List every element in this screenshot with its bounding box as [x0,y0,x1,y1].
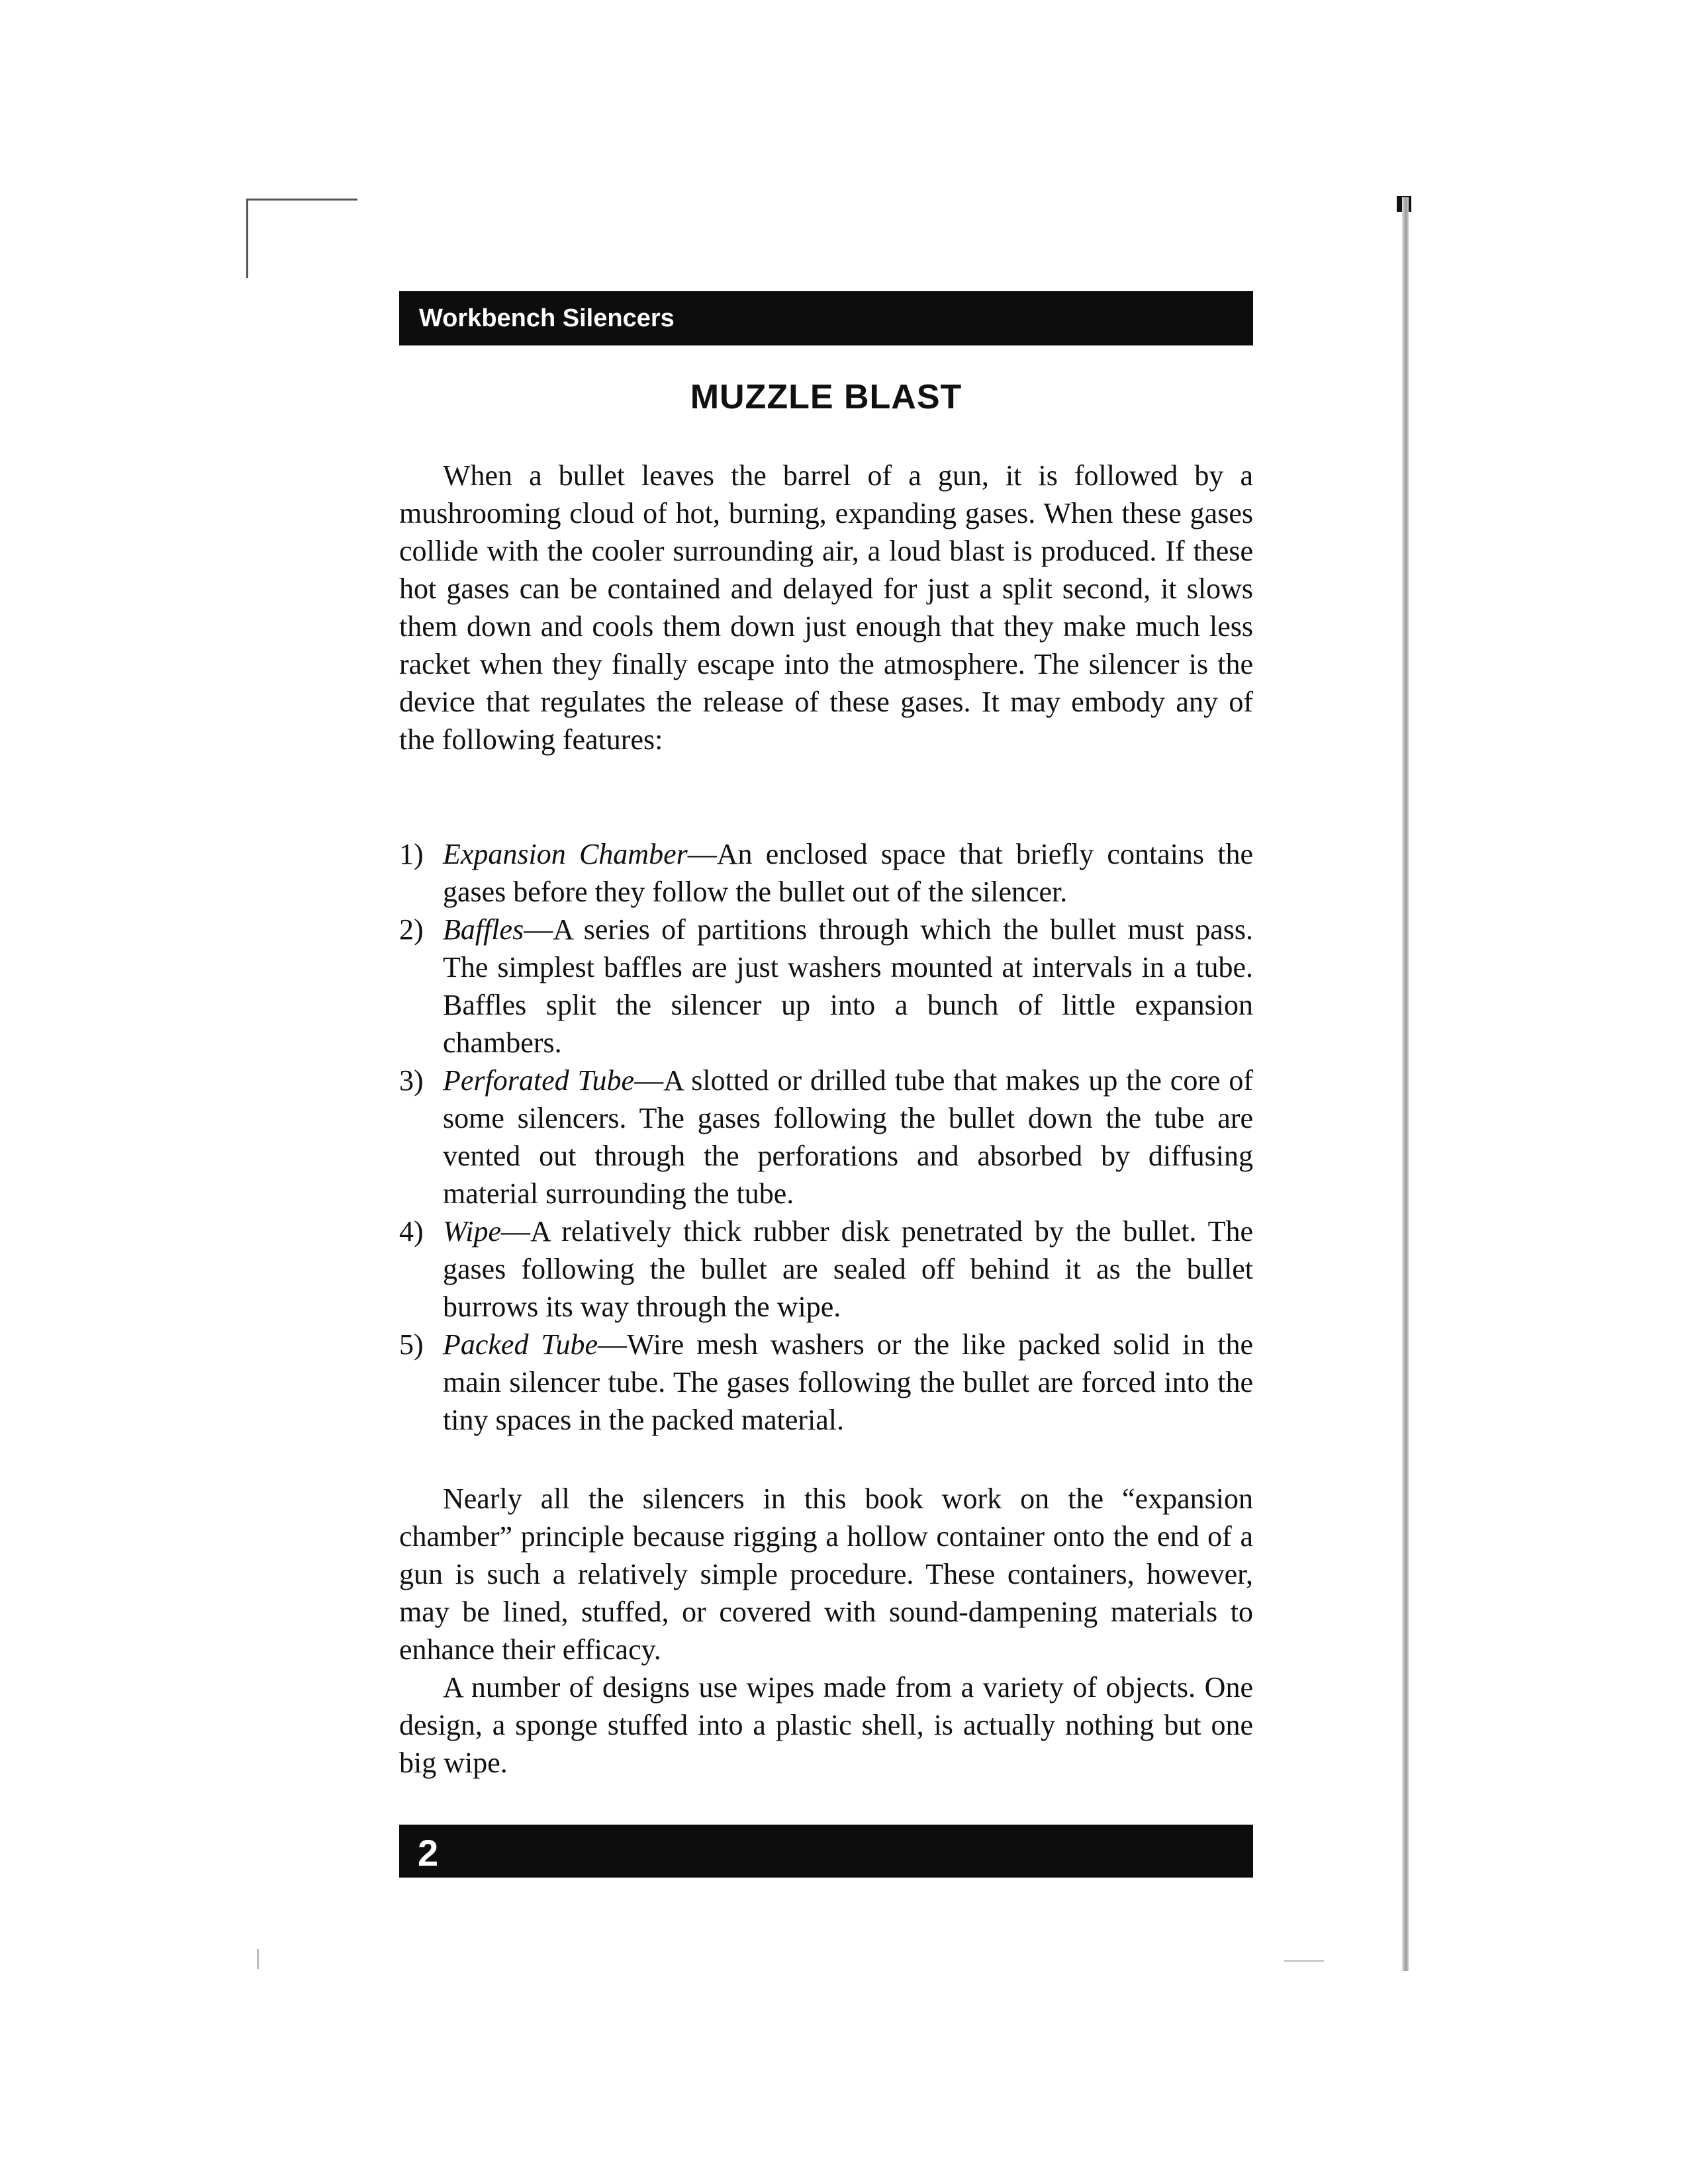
list-item-description: —A slotted or drilled tube that makes up the core of some silencers. The gases following the bullet down the tube are vented out through the perforations and absorbed by diffusing material surrounding the tube. [443,1064,1254,1210]
list-item-term: Packed Tube [443,1328,598,1361]
footer-bar [399,1825,1253,1878]
list-item-number: 1) [399,838,424,870]
list-item [399,1062,1253,1212]
list-item-description: —A relatively thick rubber disk penetrated by the bullet. The gases following the bullet are sealed off behind it as the bullet burrows its way through the wipe. [443,1215,1253,1323]
closing-paragraph: Nearly all the silencers in this book work on the “expansion chamber” principle because rigging a hollow container onto the end of a gun is such a relatively simple procedure. These containers, however, may be lined, stuffed, or covered with sound-dampening materials to enhance their efficacy. [399,1482,1253,1666]
list-item-term: Baffles [443,913,524,946]
running-header-title: Workbench Silencers [419,304,675,332]
crop-mark-horizontal [246,199,357,201]
closing-section [399,1480,1253,1782]
scan-edge-dash [1284,1960,1324,1962]
list-item [399,911,1253,1062]
intro-section [399,457,1253,758]
closing-paragraph: A number of designs use wipes made from a variety of objects. One design, a sponge stuffed into a plastic shell, is actually nothing but one big wipe. [399,1671,1253,1779]
list-item-number: 5) [399,1328,424,1361]
list-item [399,1212,1253,1326]
page-number: 2 [418,1832,439,1874]
feature-list [399,835,1253,1439]
list-item-term: Wipe [443,1215,501,1248]
scan-edge-left [257,1949,259,1969]
list-item-description: —Wire mesh washers or the like packed solid in the main silencer tube. The gases following the bullet are forced into the tiny spaces in the packed material. [443,1328,1253,1436]
list-item-number: 2) [399,913,424,946]
list-item-description: —A series of partitions through which the bullet must pass. The simplest baffles are just washers mounted at intervals in a tube. Baffles split the silencer up into a bunch of little expansion chambers. [443,913,1253,1059]
list-item-number: 4) [399,1215,424,1248]
running-header-bar [399,291,1253,345]
section-title: MUZZLE BLAST [690,378,962,416]
list-item-term: Perforated Tube [443,1064,635,1097]
scan-edge-right [1402,197,1409,1971]
list-item [399,835,1253,911]
intro-paragraph: When a bullet leaves the barrel of a gun, it is followed by a mushrooming cloud of hot, burning, expanding gases. When these gases collide with the cooler surrounding air, a loud blast is produced. If these hot gases can be contained and delayed for just a split second, it slows them down and cools them down just enough that they make much less racket when they finally escape into the atmosphere. The silencer is the device that regulates the release of these gases. It may embody any of the following features: [399,459,1253,756]
list-item [399,1326,1253,1439]
list-item-description: —An enclosed space that briefly contains the gases before they follow the bullet out of the silencer. [443,838,1253,908]
list-item-number: 3) [399,1064,424,1097]
list-item-term: Expansion Chamber [443,838,688,870]
crop-mark-vertical [246,199,248,278]
